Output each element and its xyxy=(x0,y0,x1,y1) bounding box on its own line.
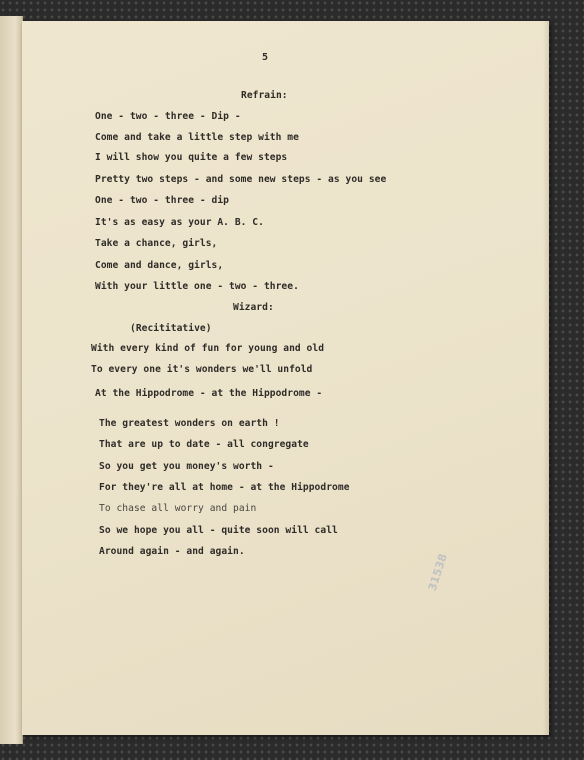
heading-wizard: Wizard: xyxy=(233,302,274,313)
lyric-line: Take a chance, girls, xyxy=(95,238,218,249)
lyric-line: So you get you money's worth - xyxy=(99,461,274,472)
lyric-line: At the Hippodrome - at the Hippodrome - xyxy=(95,388,323,399)
lyric-line: To every one it's wonders we'll unfold xyxy=(91,364,313,375)
lyric-line: With every kind of fun for young and old xyxy=(91,343,325,354)
lyric-line: Around again - and again. xyxy=(99,546,245,557)
lyric-line: For they're all at home - at the Hippodrome xyxy=(99,482,350,493)
heading-refrain: Refrain: xyxy=(241,90,288,101)
lyric-line: I will show you quite a few steps xyxy=(95,152,288,163)
lyric-line: To chase all worry and pain xyxy=(99,503,257,514)
lyric-line: Come and take a little step with me xyxy=(95,132,299,143)
stage-direction: (Recititative) xyxy=(130,323,212,334)
lyric-line: It's as easy as your A. B. C. xyxy=(95,217,264,228)
lyric-line: With your little one - two - three. xyxy=(95,281,299,292)
lyric-line: Come and dance, girls, xyxy=(95,260,224,271)
faint-stamp: 31538 xyxy=(425,552,450,593)
lyric-line: So we hope you all - quite soon will call xyxy=(99,525,338,536)
page-number: 5 xyxy=(262,52,269,63)
facing-page-edge xyxy=(0,16,23,744)
lyric-line: That are up to date - all congregate xyxy=(99,439,309,450)
lyric-line: One - two - three - dip xyxy=(95,195,229,206)
lyric-line: One - two - three - Dip - xyxy=(95,111,241,122)
lyric-line: Pretty two steps - and some new steps - as you see xyxy=(95,174,387,185)
typed-page xyxy=(22,21,549,735)
lyric-line: The greatest wonders on earth ! xyxy=(99,418,280,429)
